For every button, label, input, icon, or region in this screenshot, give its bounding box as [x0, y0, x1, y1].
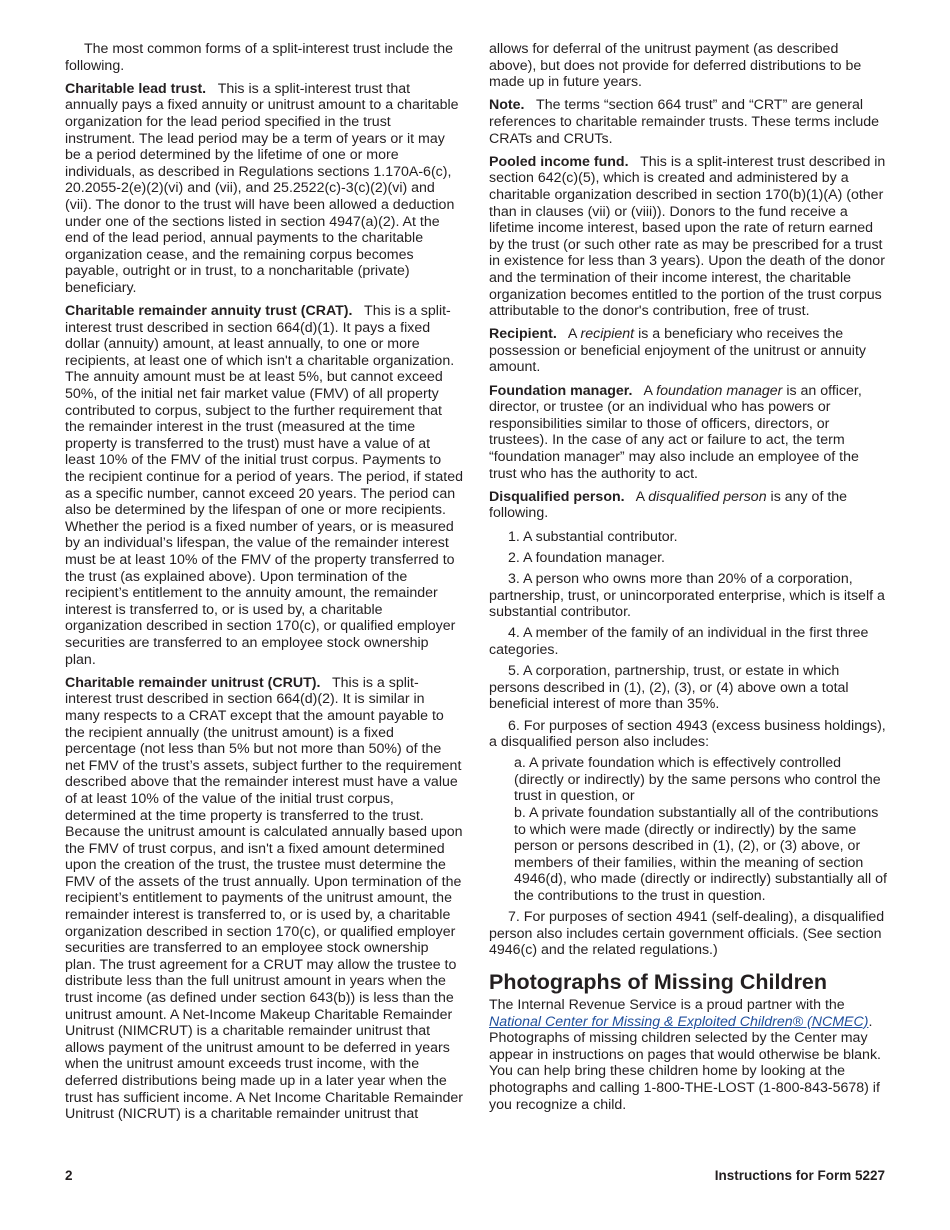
left-column [65, 41, 463, 1129]
disqualified-person-italic: disqualified person [648, 488, 767, 505]
note-text: The terms “section 664 trust” and “CRT” are general references to charitable remainder trusts. These terms include CRATs and CRUTs. [489, 97, 880, 147]
foundation-manager-paragraph [489, 383, 887, 483]
term-crat: Charitable remainder annuity trust (CRAT). [65, 303, 353, 320]
term-charitable-lead-trust: Charitable lead trust. [65, 80, 207, 97]
list-item: 3. A person who owns more than 20% of a corporation, partnership, trust, or unincorporated enterprise, which is itself a substantial contributor. [489, 570, 885, 621]
term-note: Note. [489, 97, 525, 114]
crut-text: This is a split-interest trust described in section 664(d)(2). It is similar in many respects to a CRAT except that the amount payable to the recipient annually (the unitrust amount) is a fixed percentage (not less than 5% but not more than 50%) of the net FMV of the trust’s assets, subject further to the requirement described above that the remainder interest must have a value of at least 10% of the value of the initial trust corpus, determined at the time property is transferred to the trust. Because the unitrust amount is calculated annually based upon the FMV of trust corpus, and isn't a fixed amount determined upon the creation of the trust, the trustee must determine the FMV of the assets of the trust annually. Upon termination of the recipient’s entitlement to payments of the unitrust amount, the remainder interest is transferred to, or is used by, a charitable organization described in section 170(c), or qualified employer securities are transferred to an employee stock ownership plan. The trust agreement for a CRUT may allow the trustee to distribute less than the full unitrust amount in years when the trust income (as defined under section 643(b)) is less than the unitrust amount. A Net-Income Makeup Charitable Remainder Unitrust (NIMCRUT) is a charitable remainder unitrust that allows payment of the unitrust amount to be deferred in years when the unitrust amount exceeds trust income, with the deferred distributions being made up in a later year when the trust has sufficient income. A Net Income Charitable Remainder Unitrust (NICRUT) is a charitable remainder unitrust that [65, 674, 463, 1123]
list-item: 2. A foundation manager. [508, 549, 665, 566]
ncmec-link[interactable]: National Center for Missing & Exploited Children® (NCMEC) [489, 1013, 869, 1030]
recipient-italic: recipient [580, 326, 635, 343]
foundation-manager-text: is an officer, director, or trustee (or an individual who has powers or responsibilities similar to those of officers, directors, or trustees). In the case of any act or failure to act, the term “foundation manager” may also include an employee of the trust who has the authority to act. [489, 382, 862, 482]
disqualified-person-text: is any of the following. [489, 488, 848, 522]
charitable-lead-trust-paragraph [65, 81, 463, 297]
term-recipient: Recipient. [489, 326, 557, 343]
intro-paragraph: The most common forms of a split-interest trust include the following. [65, 41, 454, 74]
pooled-income-fund-text: This is a split-interest trust described in section 642(c)(5), which is created and administered by a charitable organization described in section 170(b)(1)(A) (other than in clauses (vii) or (viii)). Donors to the fund receive a lifetime income interest, based upon the rate of return earned by the trust (or such other rate as may be prescribed for a trust in existence for less than 3 years). Upon the death of the donor and the termination of their income interest, the charitable organization becomes entitled to the portion of the trust corpus attributable to the donor's contribution, free of trust. [489, 153, 886, 320]
disqualified-person-pre: A [635, 488, 645, 505]
term-crut: Charitable remainder unitrust (CRUT). [65, 674, 321, 691]
page-number: 2 [65, 1168, 73, 1183]
crat-text: This is a split-interest trust described in section 664(d)(1). It pays a fixed dollar (annuity) amount, at least annually, to one or more recipients, at least one of which isn't a charitable organization. The annuity amount must be at least 5%, but cannot exceed 50%, of the initial net fair market value (FMV) of all property contributed to corpus, subject to the further requirement that the remainder interest in the trust (measured at the time property is transferred to the trust) must have a value of at least 10% of the FMV of the initial trust corpus. Payments to the recipient continue for a period of years. The period, if stated as a specific number, cannot exceed 20 years. The period can also be determined by the lifespan of one or more recipients. Whether the period is a fixed number of years, or is measured by an individual’s lifespan, the value of the remainder interest must be at least 10% of the FMV of the property transferred to the trust (as explained above). Upon termination of the recipient’s entitlement to the annuity amount, the remainder interest is transferred to, or is used by, a charitable organization described in section 170(c), or qualified employer securities are transferred to an employee stock ownership plan. [65, 303, 464, 668]
charitable-lead-trust-text: This is a split-interest trust that annually pays a fixed annuity or unitrust amount to a charitable organization for the lead period specified in the trust instrument. The lead period may be a term of years or it may be a period determined by the lifetime of one or more individuals, as described in Regulations sections 1.170A-6(c), 20.2055-2(e)(2)(vi) and (vii), and 25.2522(c)-3(c)(2)(vi) and (vii). The donor to the trust will have been allowed a deduction under one of the sections listed in section 4947(a)(2). At the end of the lead period, annual payments to the charitable organization cease, and the remaining corpus becomes payable, outright or in trust, to a noncharitable (private) beneficiary. [65, 80, 459, 296]
list-item: 7. For purposes of section 4941 (self-dealing), a disqualified person also includes certain government officials. (See section 4946(c) and the related regulations.) [489, 909, 885, 959]
foundation-manager-pre: A [643, 382, 653, 399]
photographs-paragraph [489, 997, 887, 1113]
photographs-pre: The Internal Revenue Service is a proud partner with the [489, 997, 845, 1013]
list-subitem-a: a. A private foundation which is effectively controlled (directly or indirectly) by the same persons who control the trust in question, or [514, 755, 881, 805]
list-item: 6. For purposes of section 4943 (excess business holdings), a disqualified person also includes: [489, 717, 886, 751]
list-item: 4. A member of the family of an individual in the first three categories. [489, 625, 869, 658]
note-paragraph [489, 97, 887, 147]
photographs-text: . Photographs of missing children selected by the Center may appear in instructions on pages that would otherwise be blank. You can help bring these children home by looking at the photographs and calling 1-800-THE-LOST (1-800-843-5678) if you recognize a child. [489, 1013, 881, 1113]
list-item: 1. A substantial contributor. [508, 528, 678, 545]
disqualified-person-list [489, 529, 887, 959]
right-column [489, 41, 887, 1120]
continuation-paragraph: allows for deferral of the unitrust payment (as described above), but does not provide for deferred distributions to be made up in future years. [489, 41, 862, 91]
disqualified-person-paragraph [489, 489, 887, 522]
recipient-pre: A [567, 326, 577, 343]
foundation-manager-italic: foundation manager [656, 382, 783, 399]
term-foundation-manager: Foundation manager. [489, 382, 633, 399]
recipient-text: is a beneficiary who receives the possession or beneficial enjoyment of the unitrust or annuity amount. [489, 326, 866, 376]
list-item: 5. A corporation, partnership, trust, or estate in which persons described in (1), (2), (3), or (4) above own a total beneficial interest of more than 35%. [489, 663, 849, 713]
pooled-income-fund-paragraph [489, 154, 887, 320]
form-title-footer: Instructions for Form 5227 [714, 1168, 885, 1183]
recipient-paragraph [489, 326, 887, 376]
term-pooled-income-fund: Pooled income fund. [489, 153, 629, 170]
photographs-heading: Photographs of Missing Children [489, 970, 828, 994]
crut-paragraph [65, 675, 463, 1123]
crat-paragraph [65, 303, 463, 668]
list-subitem-b: b. A private foundation substantially all of the contributions to which were made (directly or indirectly) by the same person or persons described in (1), (2), or (3) above, or members of their families, within the meaning of section 4946(d), who made (directly or indirectly) substantially all of the contributions to the trust in question. [514, 805, 887, 905]
term-disqualified-person: Disqualified person. [489, 488, 625, 505]
